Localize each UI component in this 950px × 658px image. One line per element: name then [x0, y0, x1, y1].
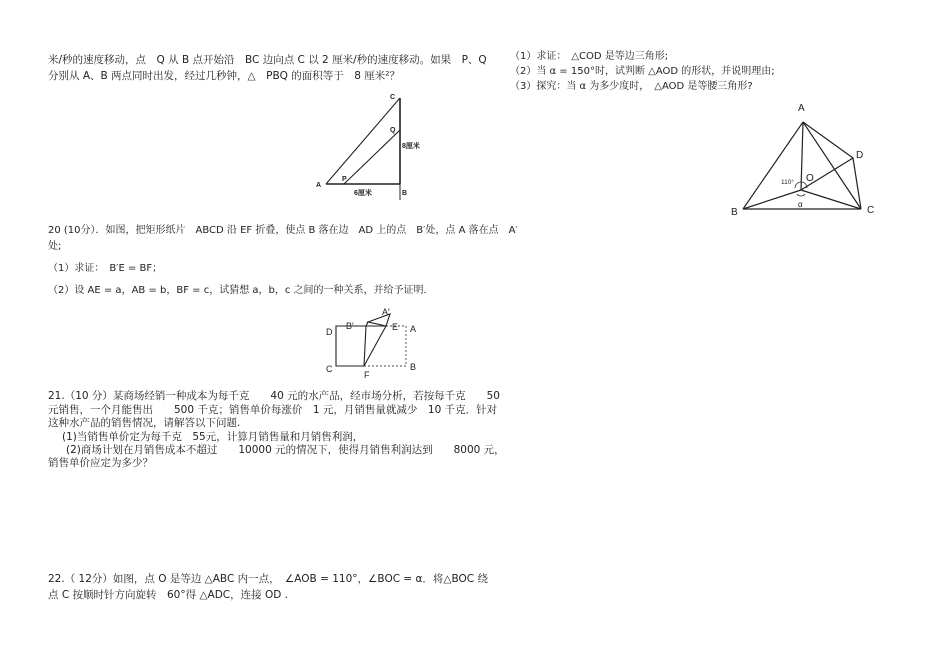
q19-figure — [310, 90, 420, 202]
q21-part-1: (1)当销售单价定为每千克 55元，计算月销售量和月销售利润， — [62, 431, 364, 443]
q22-line-2: 点 C 按顺时针方向旋转 60°得 △ADC，连接 OD . — [48, 589, 288, 601]
q21-line-2: 元销售，一个月能售出 500 千克；销售单价每涨价 1 元，月销售量就减少 10 千克．针对 — [48, 404, 498, 416]
q22-label-angle: 110° — [781, 179, 794, 186]
right-part-3: （3）探究：当 α 为多少度时， △AOD 是等腰三角形? — [510, 81, 753, 92]
q22-label-a: A — [798, 103, 805, 114]
q19-label-q: Q — [390, 127, 396, 134]
q21-line-3: 这种水产品的销售情况，请解答以下问题. — [48, 417, 241, 429]
q20-label-e: E — [392, 322, 399, 332]
edge-bo — [743, 190, 801, 209]
q19-line-pq — [344, 130, 400, 184]
q19-label-side: 8厘米 — [402, 143, 420, 150]
q22-label-alpha: α — [798, 200, 803, 209]
edge-dc — [853, 158, 861, 209]
edge-ad — [803, 122, 853, 158]
q20-rect-left — [336, 326, 386, 366]
right-part-2: （2）当 α = 150°时，试判断 △AOD 的形状，并说明理由; — [510, 66, 775, 77]
q20-label-b: B — [410, 362, 417, 372]
q22-label-o: O — [806, 173, 814, 184]
q21-part-2: (2)商场计划在月销售成本不超过 10000 元的情况下，使得月销售利润达到 8000 元， — [66, 444, 505, 456]
right-part-1: （1）求证： △COD 是等边三角形; — [510, 51, 669, 62]
q20-label-a: A — [410, 324, 417, 334]
q22-label-b: B — [731, 207, 738, 218]
q20-line-2: 处; — [48, 241, 62, 252]
q20-label-a1: A′ — [382, 307, 390, 317]
edge-ac — [803, 122, 864, 209]
q19-line-1: 米/秒的速度移动，点 Q 从 B 点开始沿 BC 边向点 C 以 2 厘米/秒的速度移动。如果 P、Q — [48, 54, 487, 66]
q20-label-b1: B′ — [346, 321, 354, 331]
q22-label-c: C — [867, 205, 875, 216]
edge-ab — [743, 122, 803, 209]
q20-part-1: （1）求证： B′E = BF； — [48, 263, 163, 274]
q19-label-b: B — [402, 190, 408, 197]
q19-line-2: 分别从 A、B 两点同时出发，经过几秒钟，△ PBQ 的面积等于 8 厘米²？ — [48, 70, 400, 82]
q19-label-p: P — [342, 176, 347, 183]
edge-oc — [801, 190, 861, 209]
q20-figure — [322, 302, 422, 378]
q20-dashed-rect — [364, 326, 406, 366]
q19-label-a: A — [316, 182, 322, 189]
q20-line-1: 20 (10分）．如图，把矩形纸片 ABCD 沿 EF 折叠，使点 B 落在边 AD 上的点 B′处，点 A 落在点 A′ — [48, 225, 518, 236]
q19-label-c: C — [390, 94, 396, 101]
q20-fold-line-ef — [364, 326, 386, 366]
q22-figure — [725, 98, 885, 223]
q21-line-1: 21.（10 分）某商场经销一种成本为每千克 40 元的水产品，经市场分析，若按每千克 50 — [48, 390, 500, 402]
q22-label-d: D — [856, 150, 864, 161]
q19-label-base: 6厘米 — [354, 190, 372, 197]
angle-arc-boc — [797, 194, 805, 196]
q20-label-c: C — [326, 364, 333, 374]
q20-label-f: F — [364, 370, 370, 378]
edge-ao — [801, 122, 803, 190]
q20-label-d: D — [326, 327, 333, 337]
q22-line-1: 22.（ 12分）如图，点 O 是等边 △ABC 内一点， ∠AOB = 110°，∠BOC = α．将△BOC 绕 — [48, 573, 488, 585]
q21-line-4: 销售单价应定为多少？ — [48, 457, 153, 469]
q20-part-2: （2）设 AE = a，AB = b，BF = c，试猜想 a，b，c 之间的一种关系，并给予证明． — [48, 285, 434, 296]
